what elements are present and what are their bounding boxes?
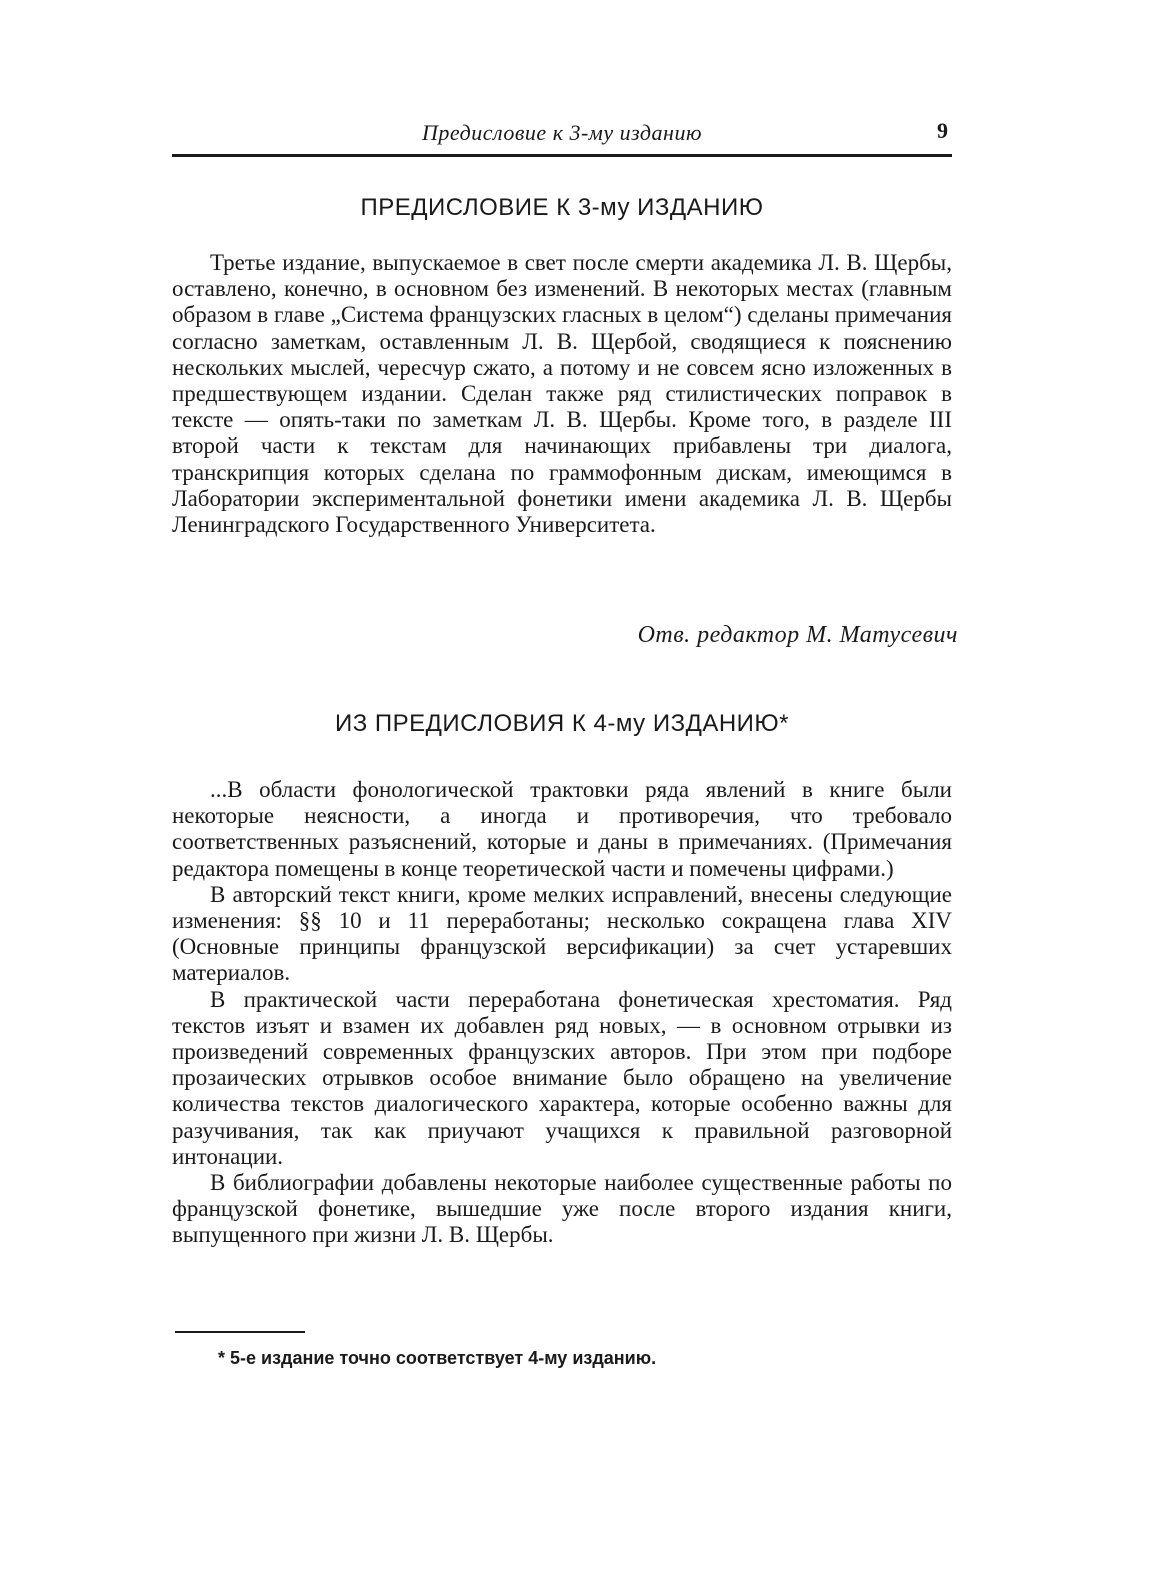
preface4-paragraph-3: В практической части переработана фонетическая хрестоматия. Ряд текстов изъят и взамен их добавлен ряд новых, — в основном отрывки из произведений современных французских авторов. При этом при подборе прозаических отрывков особое внимание было обращено на увеличение количества текстов диалогического характера, которые особенно важны для разучивания, так как приучают учащихся к правильной разговорной интонации. — [172, 986, 952, 1169]
footnote: * 5-е издание точно соответствует 4-му изданию. — [218, 1348, 657, 1368]
footnote-divider — [175, 1331, 305, 1333]
preface3-heading: ПРЕДИСЛОВИЕ К 3-му ИЗДАНИЮ — [360, 194, 764, 221]
preface4-paragraph-1: ...В области фонологической трактовки ряда явлений в книге были некоторые неясности, а иногда и противоречия, что требовало соответственных разъяснений, которые и даны в примечаниях. (Примечания редактора помещены в конце теоретической части и помечены цифрами.) — [172, 777, 952, 881]
preface4-heading: ИЗ ПРЕДИСЛОВИЯ К 4-му ИЗДАНИЮ* — [335, 710, 789, 737]
running-title: Предисловие к 3-му изданию — [422, 120, 702, 145]
editor-signature: Отв. редактор М. Матусевич — [637, 622, 958, 648]
page-number: 9 — [937, 118, 948, 143]
preface4-paragraph-2: В авторский текст книги, кроме мелких исправлений, внесены следующие изменения: §§ 10 и 11 переработаны; несколько сокращена глава XIV (Основные принципы французской версификации) за счет устаревших материалов. — [172, 881, 952, 986]
preface4-paragraph-4: В библиографии добавлены некоторые наиболее существенные работы по французской фонетике, вышедшие уже после второго издания книги, выпущенного при жизни Л. В. Щербы. — [172, 1170, 952, 1248]
preface3-body — [172, 250, 952, 538]
running-head — [172, 114, 952, 157]
preface4-body — [172, 777, 952, 1249]
preface3-paragraph: Третье издание, выпускаемое в свет после смерти академика Л. В. Щербы, оставлено, конечно, в основном без изменений. В некоторых местах (главным образом в главе „Система французских гласных в целом“) сделаны примечания согласно заметкам, оставленным Л. В. Щербой, сводящиеся к пояснению нескольких мыслей, чересчур сжато, а потому и не совсем ясно изложенных в предшествующем издании. Сделан также ряд стилистических поправок в тексте — опять-таки по заметкам Л. В. Щербы. Кроме того, в разделе III второй части к текстам для начинающих прибавлены три диалога, транскрипция которых сделана по граммофонным дискам, имеющимся в Лаборатории экспериментальной фонетики имени академика Л. В. Щербы Ленинградского Государственного Университета. — [172, 250, 952, 538]
